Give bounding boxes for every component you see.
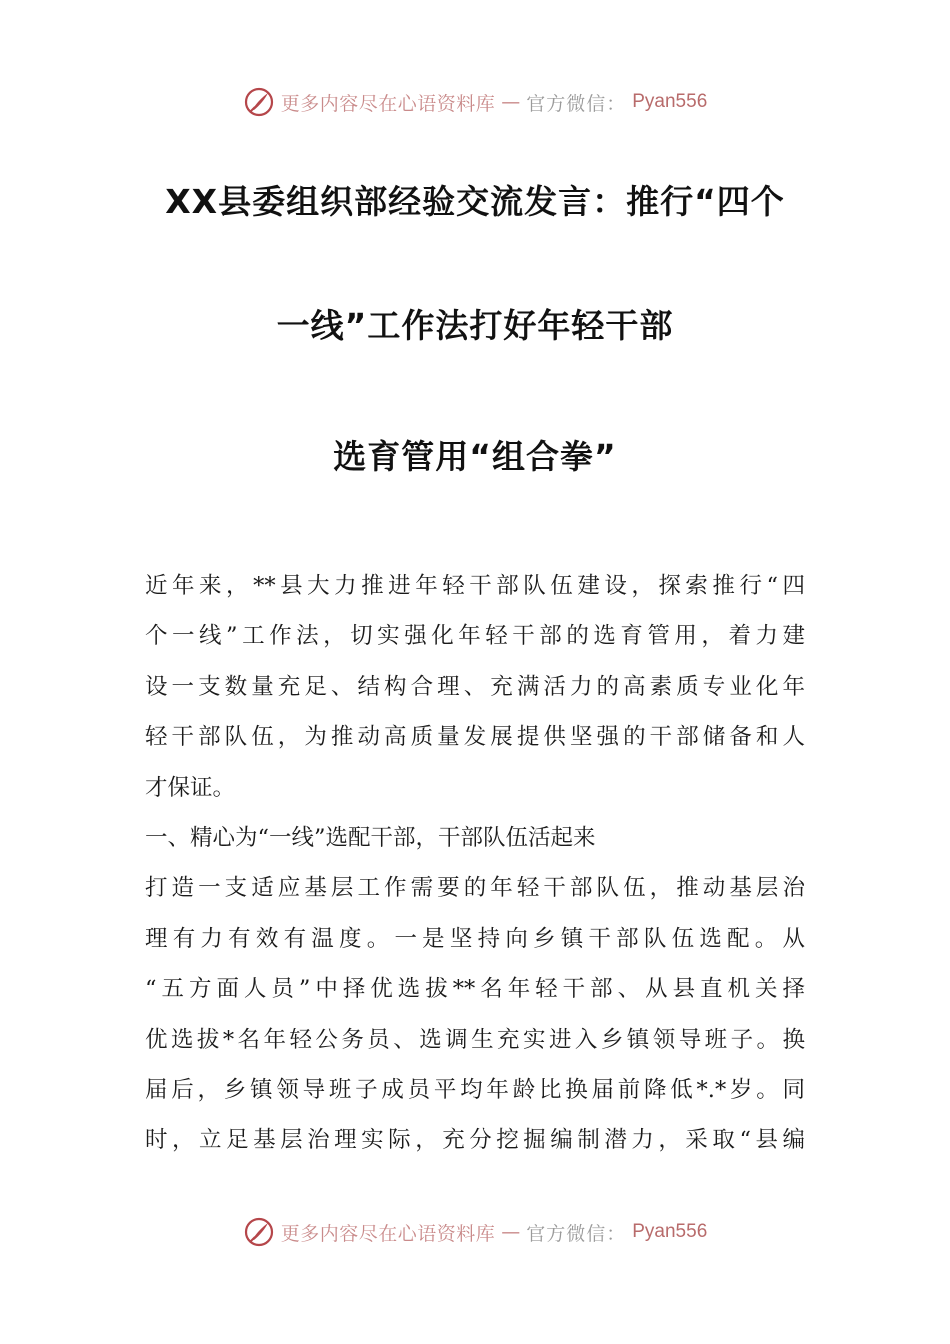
body-line: “五方面人员”中择优选拔**名年轻干部、从县直机关择 (145, 976, 805, 1003)
body-line: 优选拔*名年轻公务员、选调生充实进入乡镇领导班子。换 (145, 1026, 805, 1053)
body-line: 个一线”工作法，切实强化年轻干部的选育管用，着力建 (145, 623, 805, 650)
body-line: 届后，乡镇领导班子成员平均年龄比换届前降低*.*岁。同 (145, 1076, 805, 1103)
watermark-site-name: 更多内容尽在心语资料库 (280, 1222, 496, 1245)
body-line: 时，立足基层治理实际，充分挖掘编制潜力，采取“县编 (145, 1127, 805, 1154)
watermark-wechat-id: Pyan556 (632, 1221, 708, 1242)
quill-logo-icon (243, 1216, 275, 1248)
body-line: 理有力有效有温度。一是坚持向乡镇干部队伍选配。从 (145, 925, 805, 952)
body-line: 才保证。 (145, 774, 236, 801)
body-line: 近年来，**县大力推进年轻干部队伍建设，探索推行“四 (145, 573, 805, 599)
watermark-wechat-label: 官方微信： (526, 1222, 627, 1245)
body-line: 轻干部队伍，为推动高质量发展提供坚强的干部储备和人 (145, 724, 805, 751)
document-body (145, 561, 805, 1166)
body-line: 设一支数量充足、结构合理、充满活力的高素质专业化年 (145, 673, 805, 700)
watermark-dash: — (501, 1221, 521, 1243)
watermark-wechat-label: 官方微信： (526, 92, 627, 115)
section-heading: 一、精心为“一线”选配干部，干部队伍活起来 (145, 824, 596, 851)
watermark-site-name: 更多内容尽在心语资料库 (280, 92, 496, 115)
watermark-header (0, 82, 950, 122)
document-title-line-1: XX县委组织部经验交流发言：推行“四个 (165, 182, 785, 221)
watermark-dash: — (501, 91, 521, 113)
watermark-wechat-id: Pyan556 (632, 91, 708, 112)
document-title-line-2: 一线”工作法打好年轻干部 (276, 306, 674, 345)
document-title-line-3: 选育管用“组合拳” (333, 437, 617, 476)
quill-logo-icon (243, 86, 275, 118)
watermark-footer (0, 1212, 950, 1252)
body-line: 打造一支适应基层工作需要的年轻干部队伍，推动基层治 (145, 875, 805, 902)
